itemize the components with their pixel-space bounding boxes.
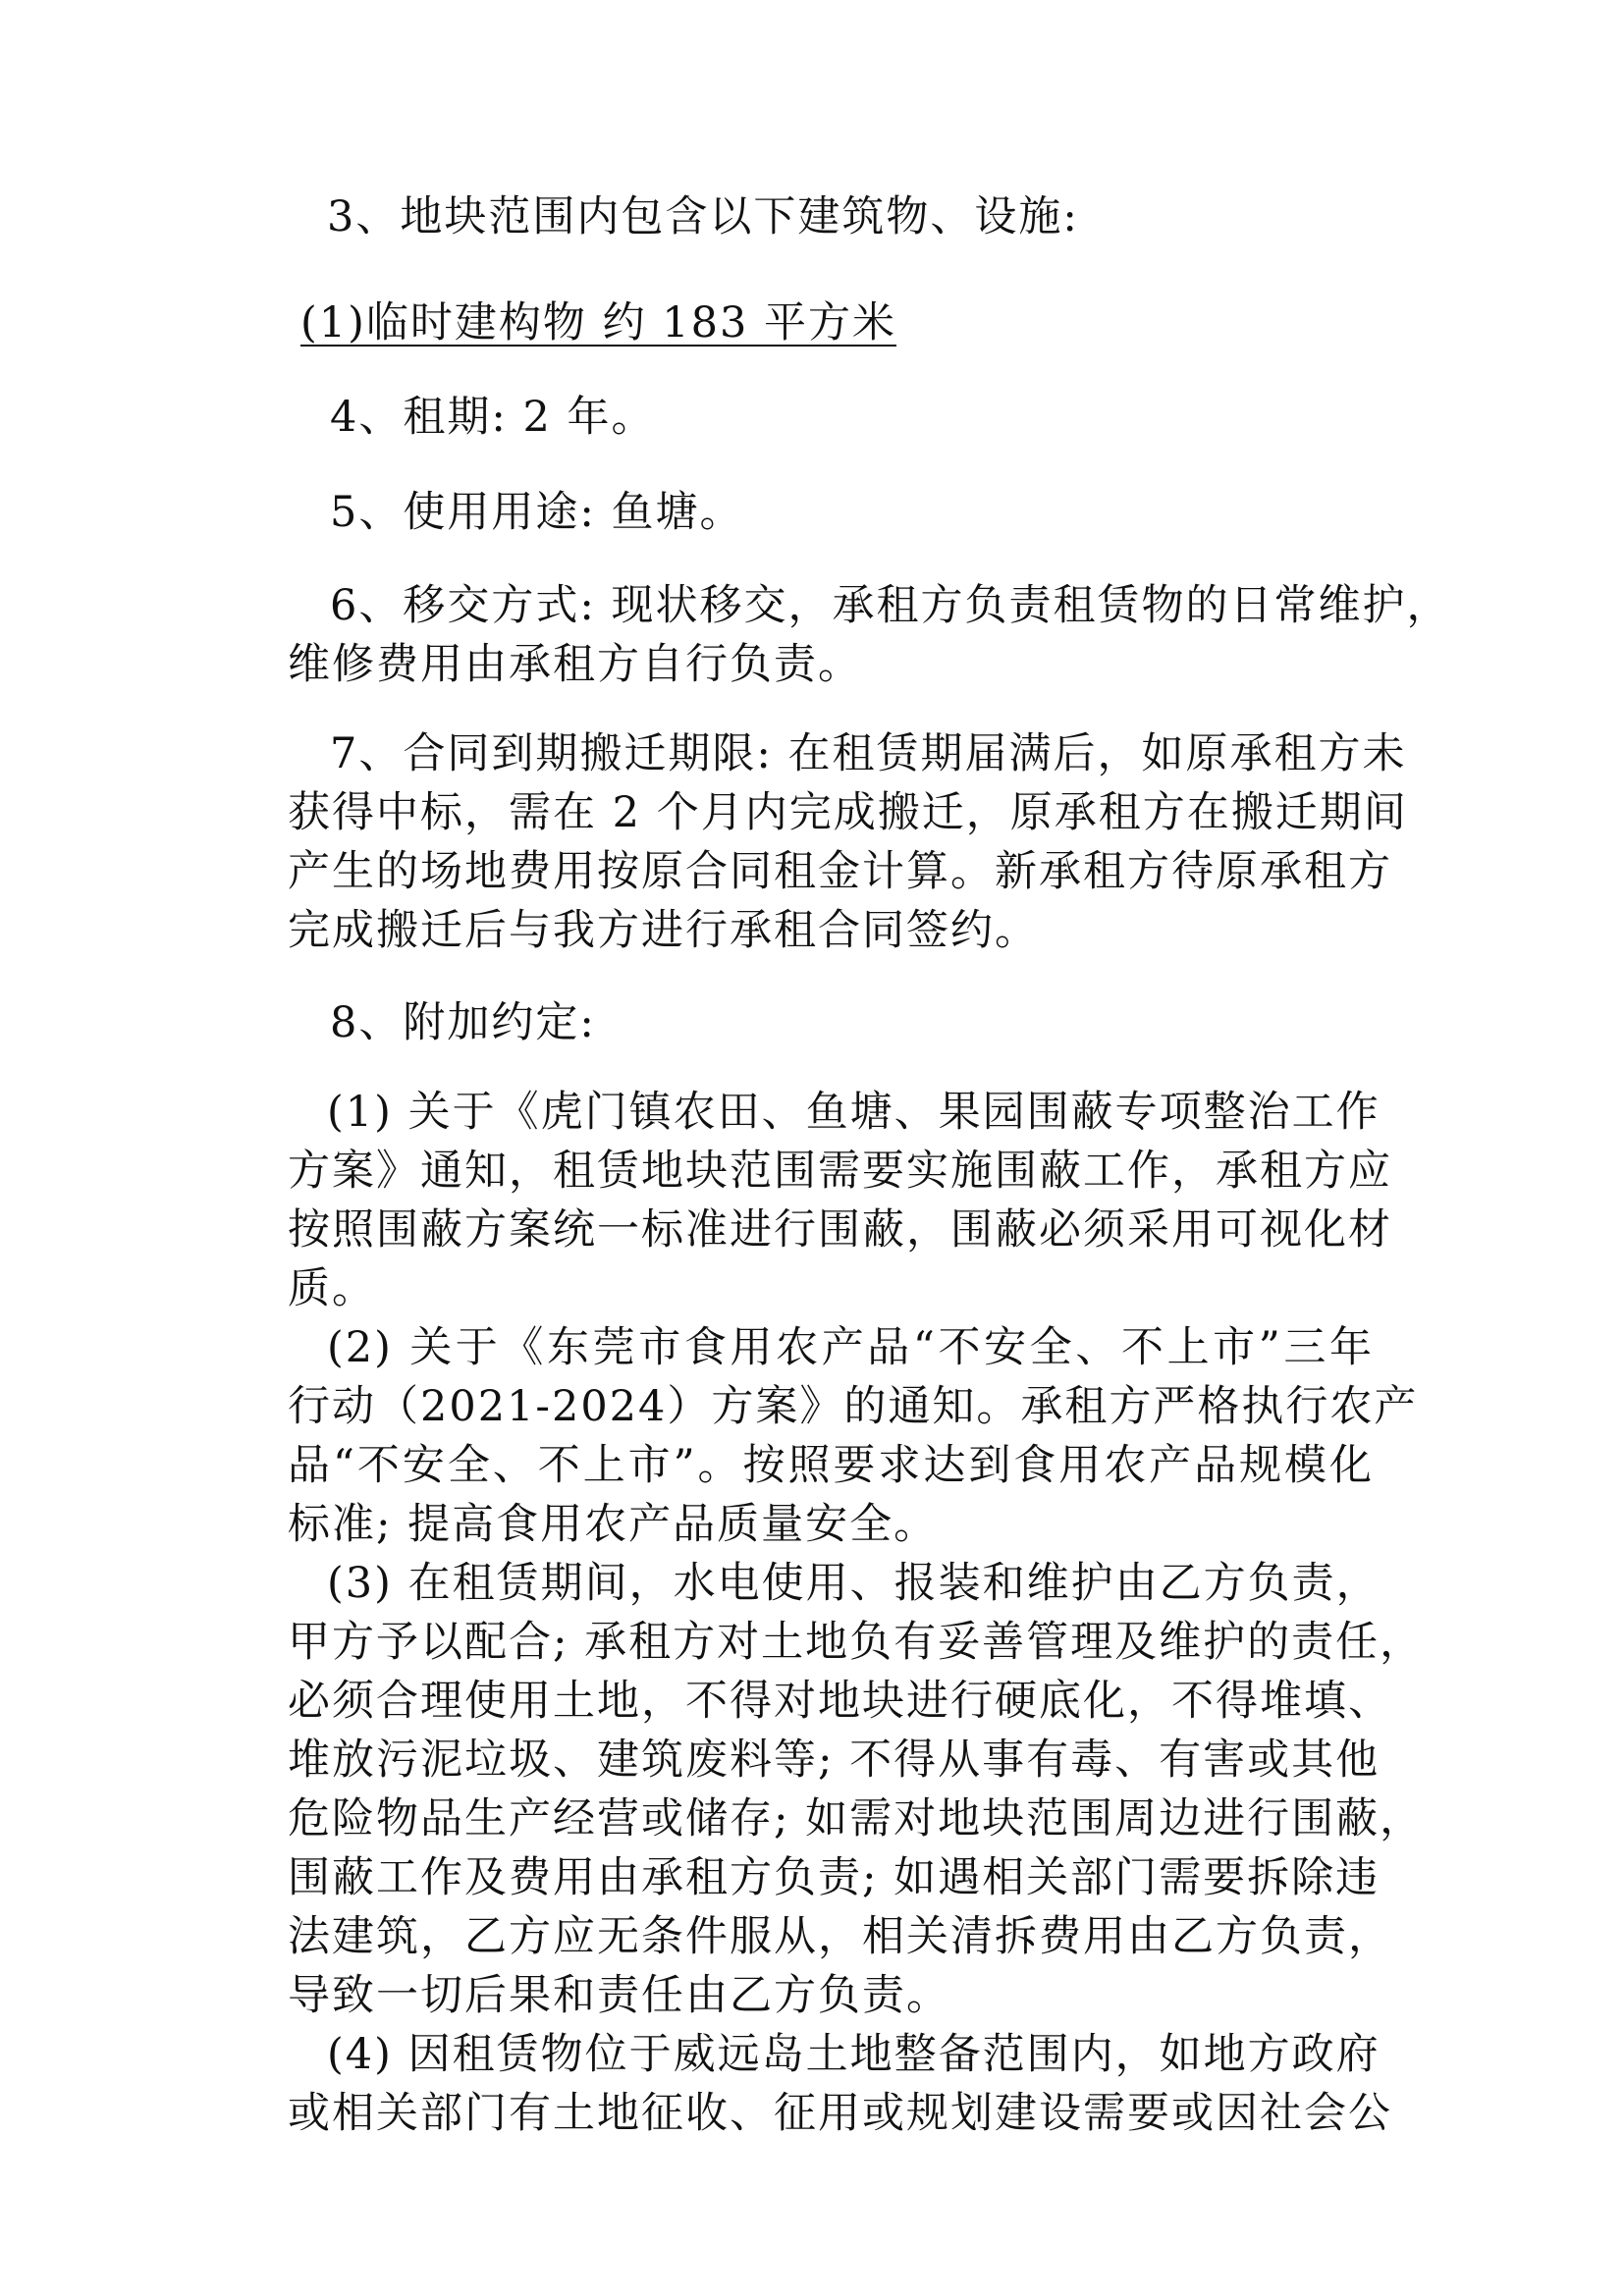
clause-8-item-1-line-4: 质。: [288, 1264, 376, 1313]
clause-7-line-3: 产生的场地费用按原合同租金计算。新承租方待原承租方: [288, 847, 1392, 896]
clause-8-item-2-line-1: (2) 关于《东莞市食用农产品“不安全、不上市”三年: [327, 1323, 1374, 1372]
clause-5-usage: 5、使用用途: 鱼塘。: [330, 488, 744, 537]
clause-7-line-4: 完成搬迁后与我方进行承租合同签约。: [288, 906, 1039, 955]
clause-6-line-1: 6、移交方式: 现状移交，承租方负责租赁物的日常维护，: [330, 581, 1451, 630]
clause-8-item-3-line-8: 导致一切后果和责任由乙方负责。: [288, 1971, 950, 2020]
clause-8-item-4-line-1: (4) 因租赁物位于威远岛土地整备范围内，如地方政府: [327, 2030, 1380, 2079]
clause-3-heading: 3、地块范围内包含以下建筑物、设施:: [327, 192, 1079, 241]
clause-4-lease-term: 4、租期: 2 年。: [330, 393, 656, 442]
clause-8-item-3-line-2: 甲方予以配合; 承租方对土地负有妥善管理及维护的责任，: [288, 1618, 1425, 1667]
clause-6-line-2: 维修费用由承租方自行负责。: [288, 640, 862, 689]
clause-8-item-3-line-3: 必须合理使用土地，不得对地块进行硬底化，不得堆填、: [288, 1677, 1392, 1726]
clause-8-item-2-line-3: 品“不安全、不上市”。按照要求达到食用农产品规模化: [288, 1441, 1374, 1490]
clause-8-item-3-line-1: (3) 在租赁期间，水电使用、报装和维护由乙方负责，: [327, 1559, 1380, 1608]
clause-8-item-2-line-2: 行动（2021-2024）方案》的通知。承租方严格执行农产: [288, 1382, 1419, 1431]
clause-8-heading: 8、附加约定:: [330, 998, 596, 1047]
clause-8-item-3-line-7: 法建筑，乙方应无条件服从，相关清拆费用由乙方负责，: [288, 1912, 1392, 1961]
clause-7-line-2: 获得中标，需在 2 个月内完成搬迁，原承租方在搬迁期间: [288, 788, 1408, 837]
clause-7-line-1: 7、合同到期搬迁期限: 在租赁期届满后，如原承租方未: [330, 729, 1407, 778]
clause-8-item-4-line-2: 或相关部门有土地征收、征用或规划建设需要或因社会公: [288, 2089, 1392, 2138]
clause-8-item-3-line-4: 堆放污泥垃圾、建筑废料等; 不得从事有毒、有害或其他: [288, 1735, 1380, 1785]
clause-8-item-1-line-1: (1) 关于《虎门镇农田、鱼塘、果园围蔽专项整治工作: [327, 1088, 1380, 1137]
clause-8-item-1-line-2: 方案》通知，租赁地块范围需要实施围蔽工作，承租方应: [288, 1147, 1392, 1196]
clause-8-item-3-line-6: 围蔽工作及费用由承租方负责; 如遇相关部门需要拆除违: [288, 1853, 1380, 1902]
clause-8-item-2-line-4: 标准; 提高食用农产品质量安全。: [288, 1500, 939, 1549]
clause-3-item-1: (1)临时建构物 约 183 平方米: [300, 298, 896, 347]
clause-8-item-1-line-3: 按照围蔽方案统一标准进行围蔽，围蔽必须采用可视化材: [288, 1205, 1392, 1255]
clause-8-item-3-line-5: 危险物品生产经营或储存; 如需对地块范围周边进行围蔽，: [288, 1794, 1425, 1843]
